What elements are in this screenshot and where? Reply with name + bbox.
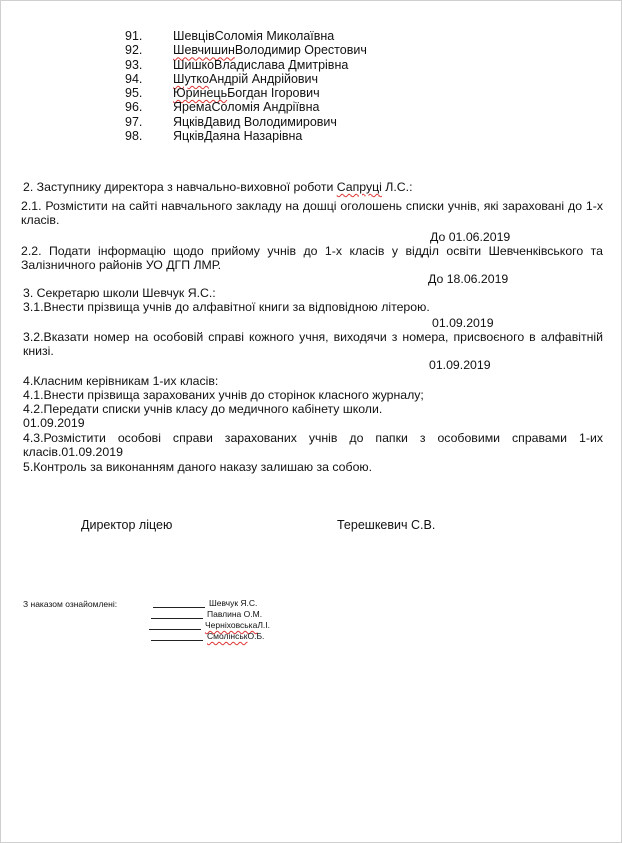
section-4-heading: 4.Класним керівникам 1-их класів: [23, 374, 219, 388]
ack-row: Смолінськ О.Б. [151, 631, 264, 641]
signature-line [153, 598, 205, 608]
ack-row: Черніховська Л.І. [149, 620, 270, 630]
deadline-4-2: 01.09.2019 [23, 416, 85, 430]
list-item: 92. Шевчишин Володимир Орестович [125, 43, 367, 58]
section-2-heading: 2. Заступнику директора з навчально-виховної роботи Сапруці Л.С.: [23, 180, 413, 194]
list-item: 97. Яцків Давид Володимирович [125, 114, 337, 129]
student-surname: Ярема [173, 100, 212, 115]
student-surname: Яцків [173, 114, 205, 129]
list-item: 98. Яцків Даяна Назарівна [125, 129, 303, 144]
student-surname: Шутко [173, 71, 209, 86]
signature-line [151, 631, 203, 641]
student-surname: Юринець [173, 86, 228, 101]
deadline-2-2: До 18.06.2019 [428, 272, 509, 286]
acknowledgement-label: З наказом ознайомлені: [23, 599, 118, 609]
student-surname: Шевців [173, 29, 215, 43]
student-surname: Шевчишин [173, 43, 235, 58]
student-surname: Шишко [173, 57, 215, 72]
signature-title: Директор ліцею [81, 518, 173, 532]
deadline-2-1: До 01.06.2019 [430, 230, 511, 244]
student-list [125, 29, 367, 143]
paragraph-2-2: 2.2. Подати інформацію щодо прийому учнів до 1-х класів у відділ освіти Шевченківського та Залізничного районів УО ДГП ЛМР. [21, 244, 603, 272]
deadline-3-1: 01.09.2019 [432, 316, 494, 330]
paragraph-4-1: 4.1.Внести прізвища зарахованих учнів до сторінок класного журналу; [23, 388, 424, 402]
list-item: 93. Шишко Владислава Дмитрівна [125, 57, 349, 72]
list-item: 96. Ярема Соломія Андріївна [125, 100, 320, 115]
student-surname: Яцків [173, 129, 205, 144]
ack-row: Павлина О.М. [151, 609, 262, 619]
list-item: 91. Шевців Соломія Миколаївна [125, 29, 335, 43]
signature-line [149, 620, 201, 630]
paragraph-2-1: 2.1. Розмістити на сайті навчального закладу на дошці оголошень списки учнів, які зараховані до 1-х класів. [21, 199, 603, 227]
deadline-3-2: 01.09.2019 [429, 358, 491, 372]
paragraph-4-3: 4.3.Розмістити особові справи зарахованих учнів до папки з особовими справами 1-их класів.01.09.2019 [23, 431, 603, 459]
paragraph-3-1: 3.1.Внести прізвища учнів до алфавітної книги за відповідною літерою. [23, 300, 430, 314]
paragraph-4-2: 4.2.Передати списки учнів класу до медичного кабінету школи. [23, 402, 383, 416]
list-item: 95. Юринець Богдан Ігорович [125, 86, 320, 101]
section-3-heading: 3. Секретарю школи Шевчук Я.С.: [23, 286, 216, 300]
paragraph-5: 5.Контроль за виконанням даного наказу залишаю за собою. [23, 460, 373, 474]
list-item: 94. Шутко Андрій Андрійович [125, 71, 319, 86]
ack-row: Шевчук Я.С. [153, 598, 257, 608]
signature-line [151, 609, 203, 619]
paragraph-3-2: 3.2.Вказати номер на особовій справі кожного учня, виходячи з номера, присвоєного в алфавітній книзі. [23, 330, 603, 358]
signature-name: Терешкевич С.В. [337, 518, 436, 532]
